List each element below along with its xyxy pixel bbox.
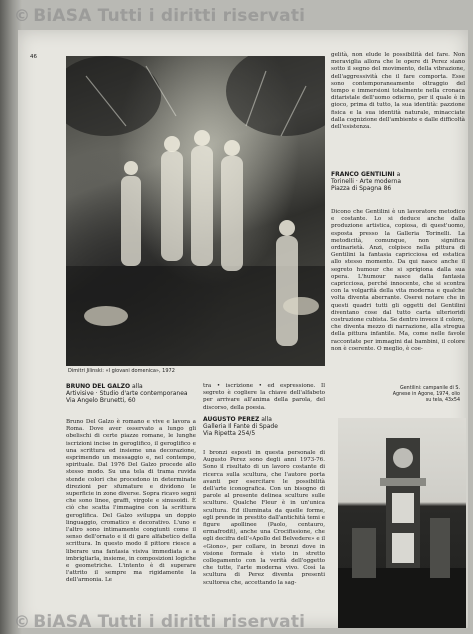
watermark-text: BiASA Tutti i diritti riservati — [33, 612, 306, 632]
paragraph: Dicono che Gentilini è un lavoratore metodico e costante. Lo si deduce anche dalla produzione artistica, copiosa, di quest'uomo, esposta presso la Galleria Torinelli. La metodicità, comunque, non significa ordinarietà. Anzi, colpisce nella pittura di Gentilini la fantasia capricciosa ed estatica allo stesso momento. Da qui nasce anche il segreto humour che si sprigiona dalla sua opera. L'humour nasce dalla fantasia capricciosa, perché innocente, che si scontra con la volgarità della vita moderna e qualche volta diventa aberrante. Oserei notare che in questi quadri tutti gli oggetti del Gentilini diventano cose dal tutto carta ulterioridi costruzione cubista. Se dentro invece il colore, che diventa mezzo di narrazione, alla stregua della pittura infantile. Ma, come nelle favole raccontate per immagini dai bambini, il colore non è coerente. O meglio, è coe- — [331, 209, 465, 352]
gentilini-article — [331, 209, 465, 353]
right-photo — [338, 418, 466, 628]
paragraph: Bruno Del Galzo è romano e vive e lavora a Roma. Dove aver osservato a lungo gli obelischi di certe piazze romane, le lunghe iscrizioni incise in geroglifico, il geroglifico e una scrittura ed insieme una decorazione, esprimendo un messaggio e, nel contempo, spirituale. Dal 1976 Del Galzo procede allo stesso modo. Su una tela di trama ruvida stende colori che procedono in determinate direzioni per sfumature e dividono le superficie in zone diverse. Sopra ricavo segni che sono linee, graffi, virgole e sinusoidi. È ciò che scatta l'immagine con la scrittura geroglifica. Del Galzo sviluppa un doppio linguaggio, cromatico e decorativo. L'uno e l'altro sono intimamente congiunti come il senso dell'ornato e il di gare alfabetico della scrittura. In questo modo il pittore riesce a liberare una fantasia visiva immediata e a imbrigliarla, insieme, in composizioni logiche e geometriche. L'intento è di superare l'attrito il sempre ma rigidamente la dell'armonia. Le — [66, 419, 196, 584]
connector-word: a — [396, 171, 401, 178]
gallery-address: Via Angelo Brunetti, 60 — [66, 397, 136, 405]
perez-heading — [203, 416, 325, 438]
watermark-bottom — [14, 612, 305, 632]
gallery-address: Via Ripetta 254/5 — [203, 430, 256, 438]
watermark-top — [14, 6, 305, 26]
perez-article — [203, 450, 325, 587]
artist-name: AUGUSTO PEREZ — [203, 416, 260, 423]
paragraph: I bronzi esposti in questa personale di Augusto Perez sono degli anni 1973-76. Sono il risultato di un lavoro costante di ricerca sulla scultura, che l'autore porta avanti per esercitare le possibilità dell'arte iconografica. Con un bisogno di parole al presente delinea sculture sulle sculture. Qualche Fleur è in un'unica scultura. Ed illuminata da quelle forme, egli prende in prestito dall'antichità temi e figure apollinee (Paolo, centauro, ermafrodit), anche una Crocifissione, che egli decifra dell'«Apollo del Belvedere» e il «Giono», per collare, in bronzi dove in visione formale è visto in stretto collegamento con la verità dell'oggetto che tutte, l'arte moderna vivo. Così la scultura di Perez diventa presenti scultorea che, accettando la sag- — [203, 450, 325, 586]
gallery-name: Artivisive · Studio d'arte contemporanea — [66, 390, 188, 398]
artist-name: FRANCO GENTILINI — [331, 171, 395, 178]
gallery-name: Galleria Il Fante di Spade — [203, 423, 278, 431]
galzo-article — [66, 419, 196, 585]
galzo-heading — [66, 383, 196, 405]
artist-name: BRUNO DEL GALZO — [66, 383, 131, 390]
page-number: 46 — [30, 54, 37, 60]
gallery-address: Piazza di Spagna 86 — [331, 185, 392, 193]
campanile-illustration — [338, 418, 466, 628]
watermark-text: BiASA Tutti i diritti riservati — [33, 6, 306, 26]
right-photo-caption: Gentilini: campanile di S. Agnese in Agone, 1974, olio su tela, 43x54 — [392, 386, 460, 403]
article-continuation-top — [331, 52, 465, 131]
paragraph: tra • iscrizione • ed espressione. Il segreto è cogliere la chiave dell'alfabeto per arrivare all'anima della parola, del discorso, della poesia. — [203, 383, 325, 411]
painting-illustration — [66, 56, 325, 366]
gallery-name: Torinelli · Arte moderna — [331, 178, 402, 186]
gentilini-heading — [331, 171, 465, 193]
copyright-icon: © — [14, 6, 31, 25]
main-photo — [66, 56, 325, 366]
connector-word: alla — [132, 383, 143, 390]
main-photo-caption: Dimitri Jilinski: «I giovani domenica», 1972 — [68, 368, 175, 374]
galzo-article-continuation — [203, 383, 325, 412]
paragraph: gelità, non elude le possibilità del fare. Non meraviglia allora che le opere di Perez siano sotto il segno del movimento, della vibrazione, dell'aggressività che il fare comporta. Esse sono contemporaneamente oltraggio del tempo e immersioni totalmente nella cronaca ditaristale dell'uomo odierno, per il quale è in gioco, prima di tutto, la sua identità: pazzione fisica e la sua identità naturale, minacciate dalla cognizione dell'ambiente e dalle difficoltà dell'esistenza. — [331, 52, 465, 131]
connector-word: alla — [261, 416, 272, 423]
copyright-icon: © — [14, 612, 31, 631]
